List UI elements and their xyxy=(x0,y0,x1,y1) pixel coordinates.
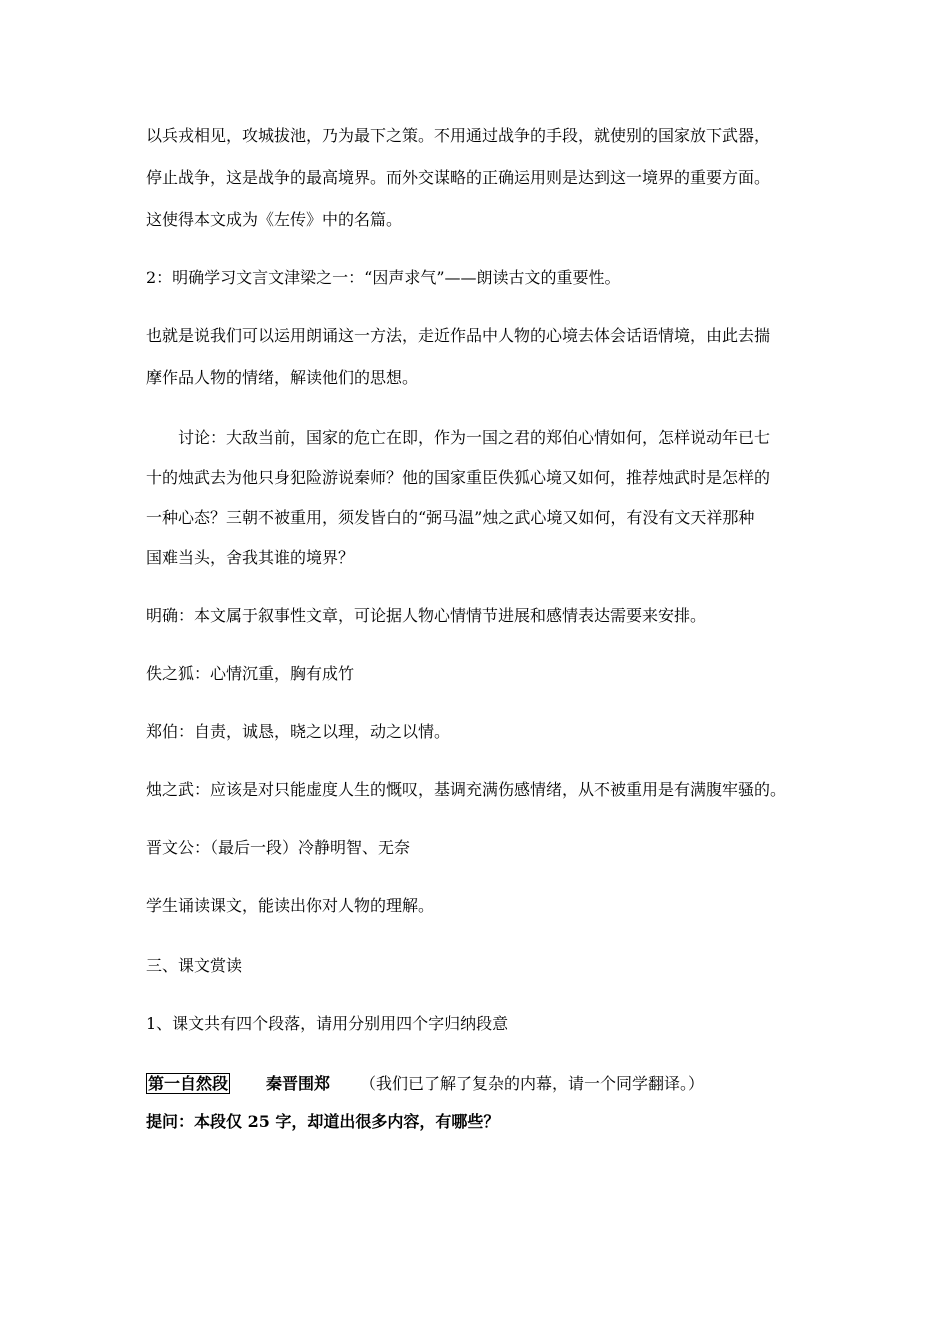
paragraph-line: 1、课文共有四个段落，请用分别用四个字归纳段意 xyxy=(146,1014,509,1033)
paragraph-line: 停止战争，这是战争的最高境界。而外交谋略的正确运用则是达到这一境界的重要方面。 xyxy=(146,168,771,187)
section-heading: 三、课文赏读 xyxy=(146,956,243,975)
paragraph-line: 讨论：大敌当前，国家的危亡在即，作为一国之君的郑伯心情如何，怎样说动年已七 xyxy=(178,428,771,447)
question-line: 提问：本段仅 25 字，却道出很多内容，有哪些？ xyxy=(146,1112,500,1131)
paragraph-line: 郑伯：自责，诚恳，晓之以理，动之以情。 xyxy=(146,722,451,741)
paragraph-line: 2：明确学习文言文津梁之一：“因声求气”——朗读古文的重要性。 xyxy=(146,268,621,287)
paragraph-line: 这使得本文成为《左传》中的名篇。 xyxy=(146,210,403,229)
section-row xyxy=(146,1074,704,1094)
paragraph-line: 摩作品人物的情绪，解读他们的思想。 xyxy=(146,368,419,387)
section-label: 第一自然段 xyxy=(148,1074,229,1093)
paragraph-line: 学生诵读课文，能读出你对人物的理解。 xyxy=(146,896,435,915)
paragraph-line: 佚之狐：心情沉重，胸有成竹 xyxy=(146,664,355,683)
section-title: 秦晋围郑 xyxy=(266,1074,331,1093)
paragraph-line: 一种心态？三朝不被重用，须发皆白的“弼马温”烛之武心境又如何，有没有文天祥那种 xyxy=(146,508,755,527)
paragraph-line: 烛之武：应该是对只能虚度人生的慨叹，基调充满伤感情绪，从不被重用是有满腹牢骚的。 xyxy=(146,780,787,799)
paragraph-line: 国难当头，舍我其谁的境界？ xyxy=(146,548,355,567)
paragraph-line: 也就是说我们可以运用朗诵这一方法，走近作品中人物的心境去体会话语情境，由此去揣 xyxy=(146,326,771,345)
paragraph-line: 以兵戎相见，攻城拔池，乃为最下之策。不用通过战争的手段，就使别的国家放下武器， xyxy=(146,126,771,145)
section-note: （我们已了解了复杂的内幕，请一个同学翻译。） xyxy=(360,1074,705,1093)
paragraph-line: 晋文公：（最后一段）冷静明智、无奈 xyxy=(146,838,411,857)
paragraph-line: 明确：本文属于叙事性文章，可论据人物心情情节进展和感情表达需要来安排。 xyxy=(146,606,707,625)
paragraph-line: 十的烛武去为他只身犯险游说秦师？他的国家重臣佚狐心境又如何，推荐烛武时是怎样的 xyxy=(146,468,771,487)
